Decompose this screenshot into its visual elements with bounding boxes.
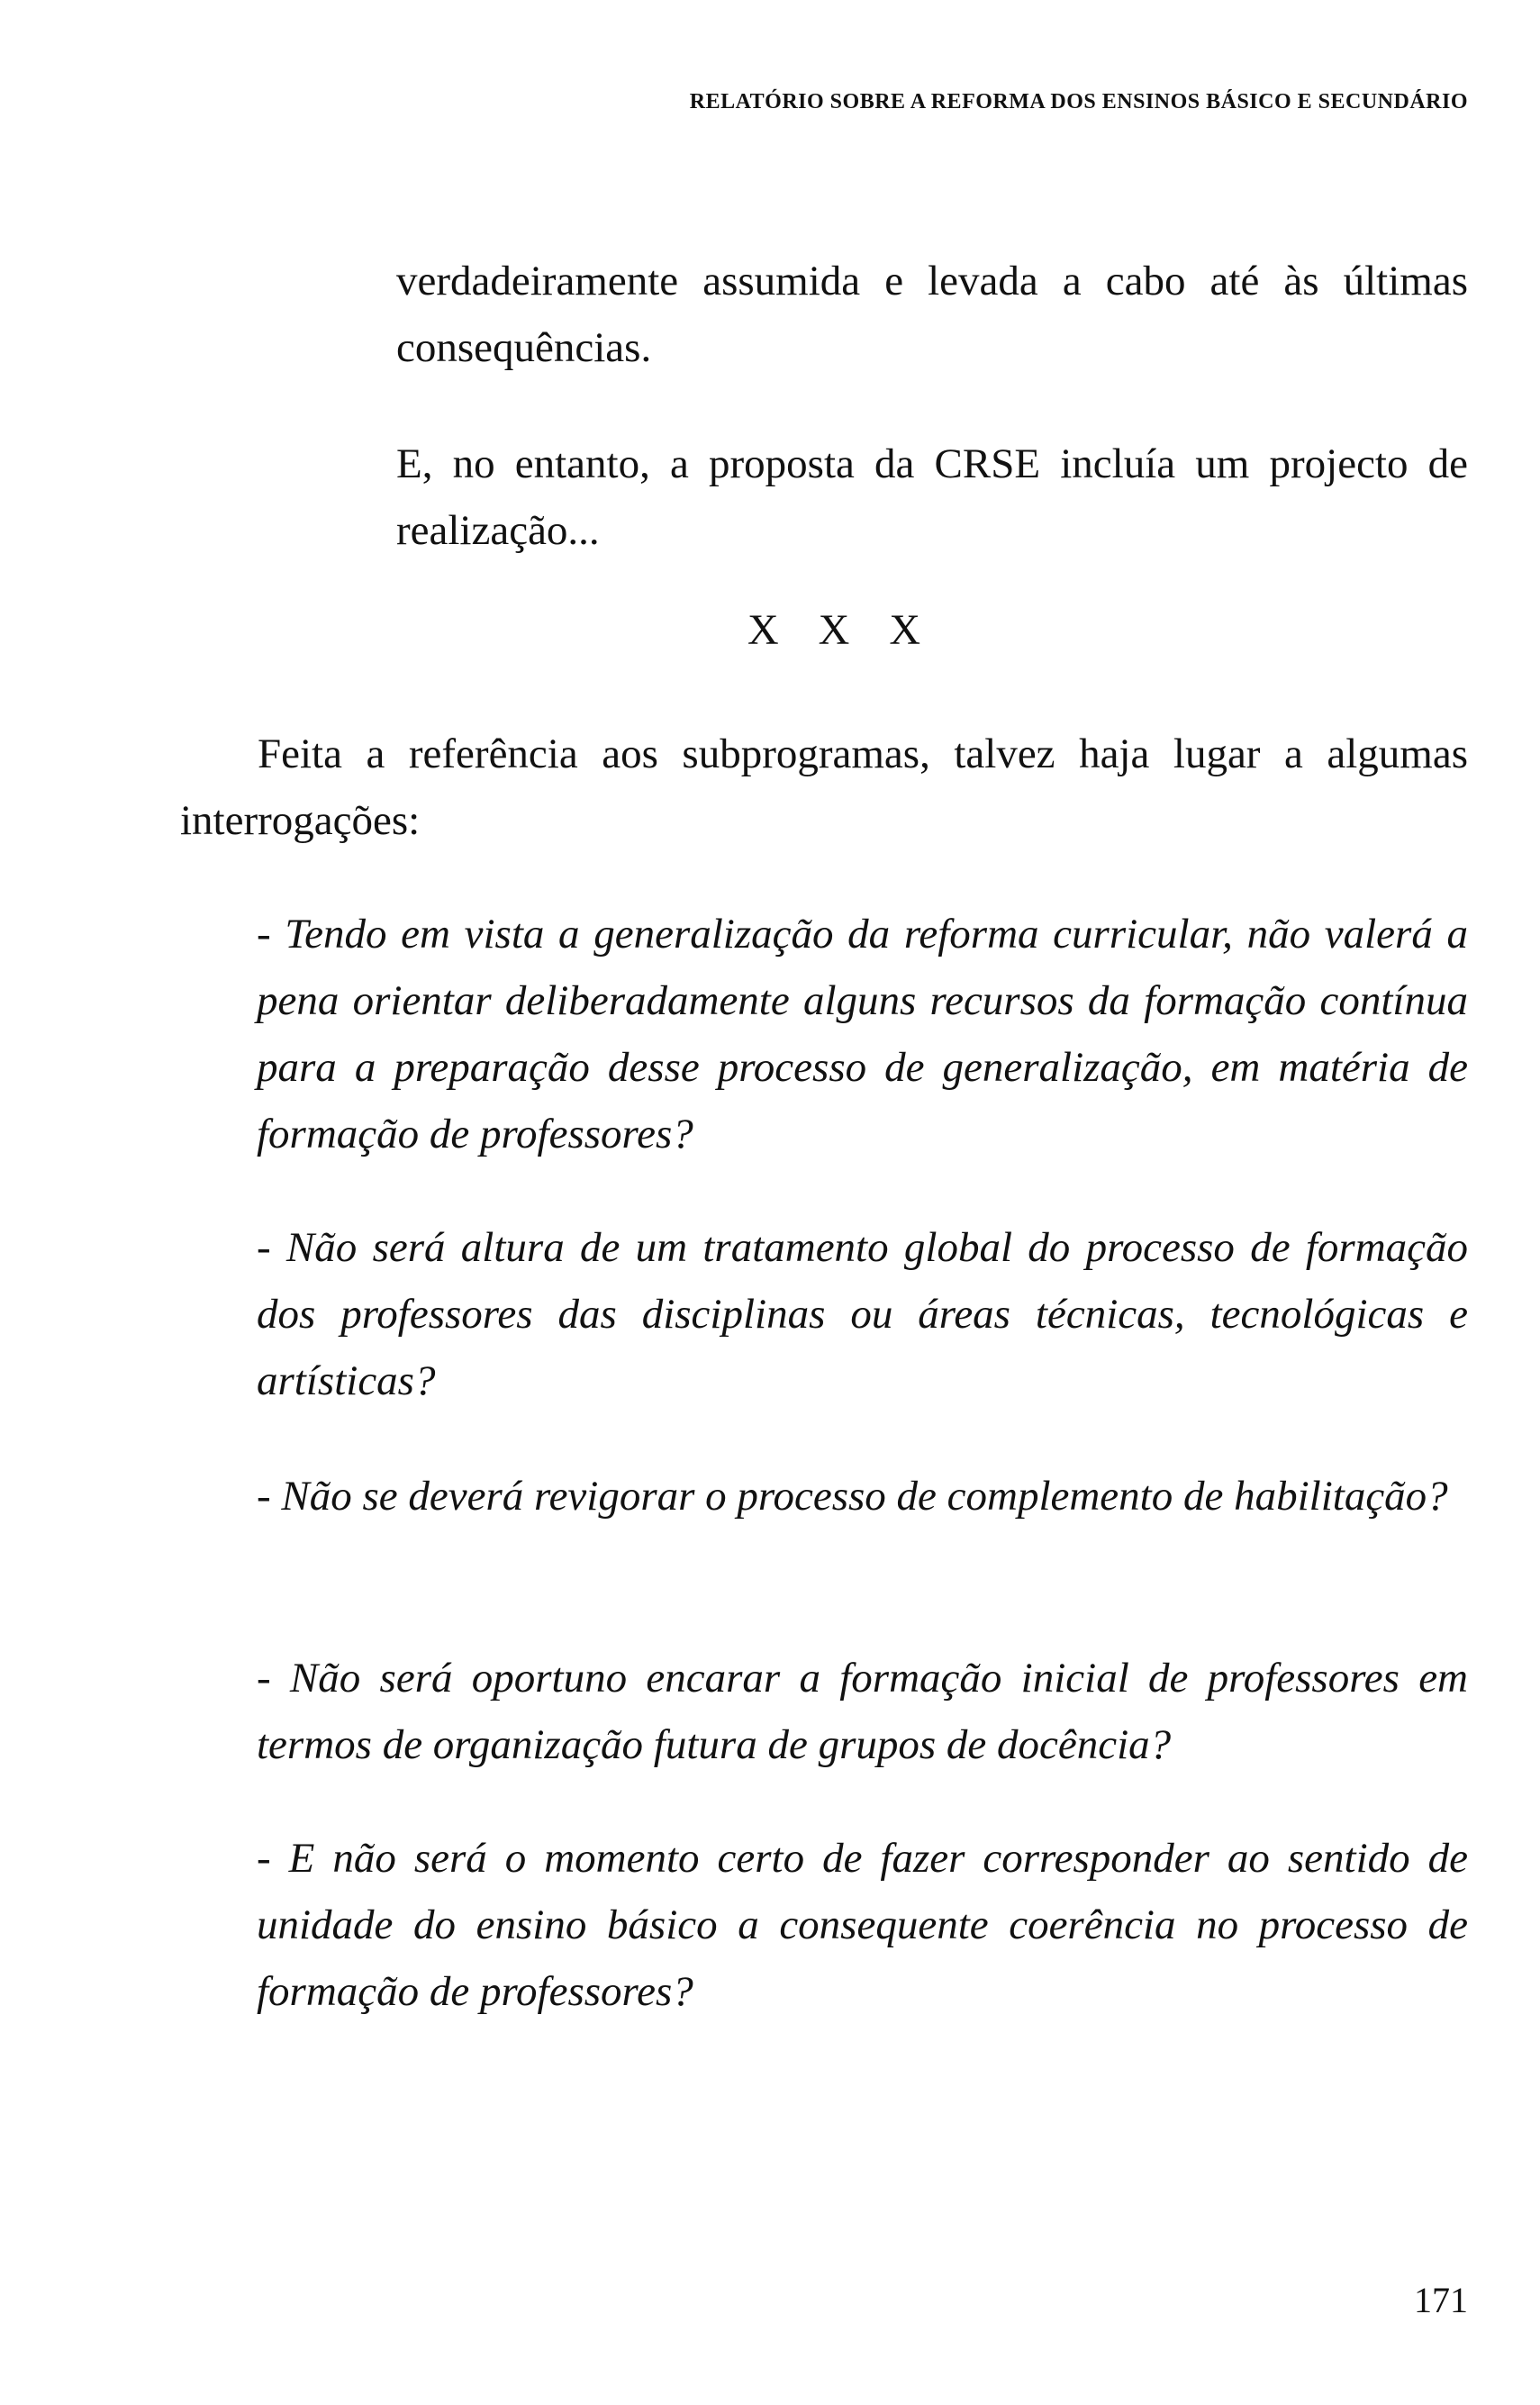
paragraph-crse-proposal: E, no entanto, a proposta da CRSE incluía um projecto de realização... [396,440,1468,554]
question-item: - Não será altura de um tratamento global do processo de formação dos professores das disciplinas ou áreas técnicas, tecnológicas e artísticas? [257,1224,1468,1404]
page-number: 171 [1414,2280,1468,2320]
running-header: RELATÓRIO SOBRE A REFORMA DOS ENSINOS BÁSICO E SECUNDÁRIO [689,90,1468,113]
question-item: - Não se deverá revigorar o processo de complemento de habilitação? [257,1473,1448,1520]
question-item: - Tendo em vista a generalização da reforma curricular, não valerá a pena orientar deliberadamente alguns recursos da formação contínua para a preparação desse processo de generalização, em matéria de formação de professores? [257,911,1468,1157]
question-item: - Não será oportuno encarar a formação inicial de professores em termos de organização futura de grupos de docência? [257,1655,1468,1768]
section-separator: X X X [747,606,935,654]
question-item: - E não será o momento certo de fazer corresponder ao sentido de unidade do ensino básico a consequente coerência no processo de formação de professores? [257,1835,1468,2015]
paragraph-intro-questions: Feita a referência aos subprogramas, talvez haja lugar a algumas interrogações: [180,731,1468,844]
paragraph-continuation: verdadeiramente assumida e levada a cabo até às últimas consequências. [396,258,1468,371]
